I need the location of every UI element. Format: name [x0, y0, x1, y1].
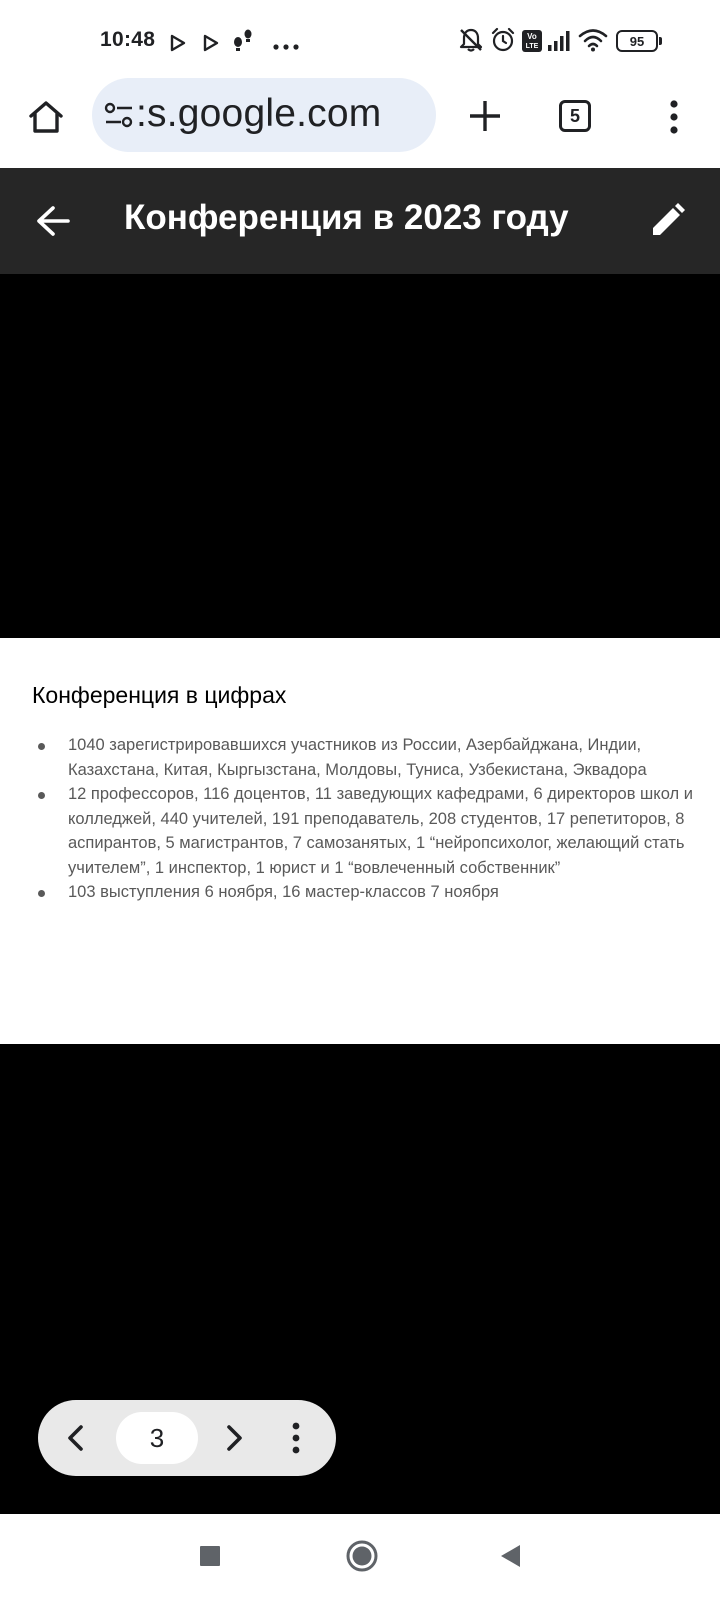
- browser-toolbar: [0, 78, 720, 168]
- home-circle-icon: [345, 1539, 379, 1573]
- presentation-title: Конференция в 2023 году: [124, 198, 569, 237]
- new-tab-button[interactable]: [458, 89, 512, 143]
- chevron-right-icon: [224, 1424, 244, 1452]
- recents-square-icon: [199, 1545, 221, 1567]
- status-bar: [0, 0, 720, 78]
- tabs-button[interactable]: [548, 89, 602, 143]
- play-store-icon: [203, 30, 219, 56]
- list-item: [30, 782, 696, 880]
- recents-button[interactable]: [186, 1532, 234, 1580]
- next-slide-button[interactable]: [208, 1412, 260, 1464]
- menu-icon: [669, 100, 679, 134]
- url-text: :s.google.com: [136, 92, 382, 135]
- svg-text:Vo: Vo: [527, 32, 537, 41]
- svg-text:LTE: LTE: [525, 43, 539, 50]
- back-button[interactable]: [26, 194, 80, 248]
- bullet-text: 103 выступления 6 ноября, 16 мастер-классов 7 ноября: [68, 883, 499, 901]
- previous-slide-button[interactable]: [50, 1412, 102, 1464]
- new-tab-icon: [468, 99, 502, 133]
- more-vert-icon: [291, 1422, 301, 1454]
- list-item: [30, 880, 696, 905]
- battery-icon: [616, 30, 658, 52]
- alarm-icon: [490, 27, 516, 53]
- battery-tip: [659, 37, 662, 45]
- slide-options-button[interactable]: [270, 1412, 322, 1464]
- browser-menu-button[interactable]: [646, 89, 702, 145]
- signal-icon: [546, 28, 572, 54]
- system-home-button[interactable]: [336, 1530, 388, 1582]
- bullet-text: 12 профессоров, 116 доцентов, 11 заведующих кафедрами, 6 директоров школ и колледжей, 440 учителей, 191 преподаватель, 208 студентов, 17 репетиторов, 8 аспирантов, 5 магистрантов, 7 самозанятых, 1 “нейропсихолог, желающий стать учителем”, 1 инспектор, 1 юрист и 1 “вовлеченный собственник”: [68, 785, 693, 877]
- slide: [0, 638, 720, 1044]
- back-triangle-icon: [498, 1543, 522, 1569]
- slide-viewer[interactable]: [0, 274, 720, 1514]
- bullet-text: 1040 зарегистрировавшихся участников из России, Азербайджана, Индии, Казахстана, Китая, Кыргызстана, Молдовы, Туниса, Узбекистана, Эквадора: [68, 736, 647, 779]
- edit-button[interactable]: [640, 194, 694, 248]
- chevron-left-icon: [66, 1424, 86, 1452]
- slide-number: 3: [149, 1422, 165, 1453]
- wifi-icon: [578, 27, 608, 53]
- home-icon: [27, 98, 65, 136]
- tabs-count: 5: [569, 105, 580, 126]
- status-time: 10:48: [100, 28, 156, 51]
- slide-bullet-list: [30, 733, 696, 905]
- notification-icon: [232, 26, 254, 52]
- volte-icon: [521, 28, 543, 54]
- battery-level: 95: [629, 33, 645, 49]
- back-arrow-icon: [35, 205, 71, 237]
- bullet-dot: [38, 743, 45, 750]
- list-item: [30, 733, 696, 782]
- play-store-icon: [170, 30, 186, 56]
- site-settings-icon: [104, 102, 134, 130]
- bell-off-icon: [458, 27, 484, 53]
- bullet-dot: [38, 792, 45, 799]
- home-button[interactable]: [20, 91, 72, 143]
- system-navigation-bar: [0, 1514, 720, 1600]
- slide-number-field[interactable]: [116, 1412, 198, 1464]
- edit-pencil-icon: [649, 203, 685, 239]
- slide-heading: Конференция в цифрах: [32, 682, 287, 708]
- slides-header: [0, 168, 720, 274]
- more-dots-icon: [272, 34, 300, 60]
- bullet-dot: [38, 890, 45, 897]
- tabs-icon: [559, 100, 591, 132]
- url-bar[interactable]: [92, 78, 436, 152]
- system-back-button[interactable]: [486, 1532, 534, 1580]
- slide-navigation: [38, 1400, 336, 1476]
